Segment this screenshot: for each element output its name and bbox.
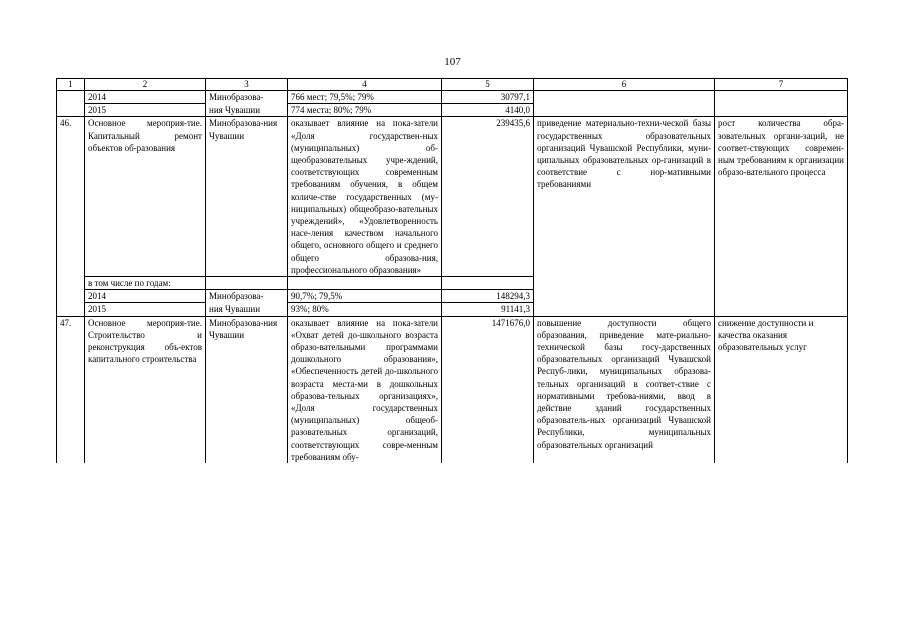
row-number-cell: 46. — [57, 117, 85, 316]
indicator-cell: 766 мест; 79,5%; 79% — [288, 91, 442, 104]
agency-cell: Минобразова- — [206, 91, 288, 104]
column-number: 5 — [442, 79, 534, 91]
year-cell: 2015 — [85, 104, 206, 117]
consequence-cell: снижение доступности и качества оказания образовательных услуг — [715, 316, 848, 463]
result-cell: повышение доступности общего образования, приведение мате-риально-технической базы госу-дарственных образовательных организаций Чувашской Респуб-лики, муниципальных образова-тельных организаций в соответ-ствие с нормативными требова-ниями, ввод в действие зданий государственных образователь-ных организаций Чувашской Республики, муниципальных образовательных организаций — [534, 316, 715, 463]
amount-cell: 148294,3 — [442, 290, 534, 303]
amount-cell: 1471676,0 — [442, 316, 534, 463]
year-cell: 2014 — [85, 290, 206, 303]
column-number: 4 — [288, 79, 442, 91]
indicator-cell: оказывает влияние на пока-затели «Доля государствен-ных (муниципальных) об-щеобразовательных учре-ждений, соответствующих современным требованиям обучения, в общем количе-стве государственных (му-ниципальных) общеобразо-вательных учреждений», «Удовлетворенность насе-ления качеством начального общего, основного общего и среднего общего образова-ния, профессионального образования» — [288, 117, 442, 277]
consequence-cell — [715, 91, 848, 117]
agency-cell: ния Чувашии — [206, 303, 288, 316]
table-row — [57, 91, 848, 104]
indicator-cell: 774 места; 80%; 79% — [288, 104, 442, 117]
by-years-label: в том числе по годам: — [85, 277, 206, 290]
measure-name-cell: Основное мероприя-тие. Строительство и реконструкция объ-ектов капитального строительства — [85, 316, 206, 463]
column-number: 7 — [715, 79, 848, 91]
indicator-cell: оказывает влияние на пока-затели «Охват детей до-школьного возраста образо-вательными программами дошкольного образования», «Обеспеченность детей до-школьного возраста места-ми в дошкольных образова-тельных организациях», «Доля государственных (муниципальных) общеоб-разовательных организаций, соответствующих совре-менным требованиям обу- — [288, 316, 442, 463]
amount-cell: 91141,3 — [442, 303, 534, 316]
agency-cell: Минобразова-ния Чувашии — [206, 316, 288, 463]
indicator-cell: 90,7%; 79,5% — [288, 290, 442, 303]
indicator-cell: 93%; 80% — [288, 303, 442, 316]
page-number: 107 — [444, 56, 461, 68]
amount-cell: 4140,0 — [442, 104, 534, 117]
column-number: 6 — [534, 79, 715, 91]
program-measures-table — [56, 78, 848, 463]
table-row — [57, 117, 848, 277]
consequence-cell: рост количества обра-зовательных органи-заций, не соответ-ствующих современ-ным требованиям к организации образо-вательного процесса — [715, 117, 848, 316]
result-cell: приведение материально-техни-ческой базы государственных образовательных организаций Чувашской Республики, муни-ципальных образовательных ор-ганизаций в соответствие с нор-мативными требованиями — [534, 117, 715, 316]
year-cell: 2014 — [85, 91, 206, 104]
result-cell — [534, 91, 715, 117]
column-number: 3 — [206, 79, 288, 91]
column-number: 2 — [85, 79, 206, 91]
amount-cell: 30797,1 — [442, 91, 534, 104]
agency-cell: ния Чувашии — [206, 104, 288, 117]
column-number: 1 — [57, 79, 85, 91]
measure-name-cell: Основное мероприя-тие. Капитальный ремонт объектов об-разования — [85, 117, 206, 277]
year-cell: 2015 — [85, 303, 206, 316]
agency-cell: Минобразова- — [206, 290, 288, 303]
row-number-cell — [57, 91, 85, 117]
row-number-cell: 47. — [57, 316, 85, 463]
amount-cell — [442, 277, 534, 290]
agency-cell: Минобразова-ния Чувашии — [206, 117, 288, 277]
amount-cell: 239435,6 — [442, 117, 534, 277]
agency-cell — [206, 277, 288, 290]
indicator-cell — [288, 277, 442, 290]
column-number-row — [57, 79, 848, 91]
table-row — [57, 316, 848, 463]
